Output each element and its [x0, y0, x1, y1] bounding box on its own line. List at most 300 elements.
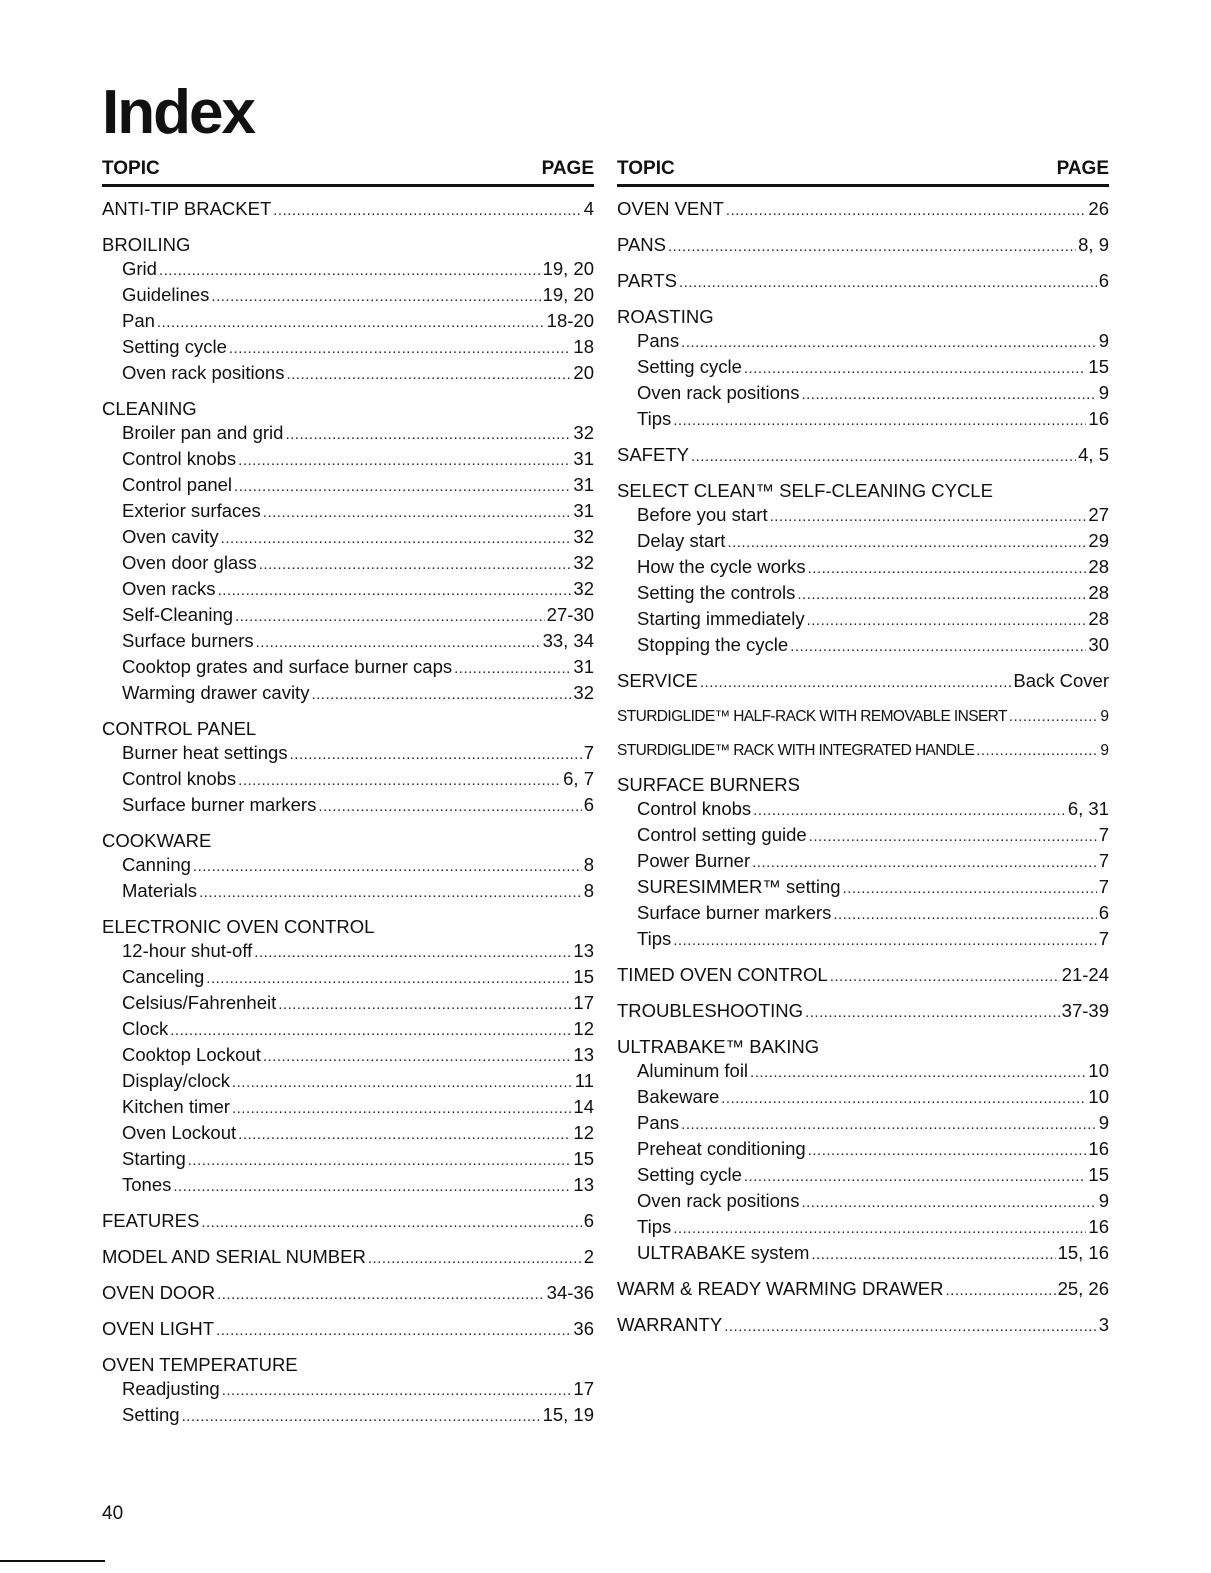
dot-leader [673, 409, 1086, 433]
topic-label: OVEN LIGHT [102, 1318, 215, 1339]
index-subentry [102, 879, 594, 905]
dot-leader [238, 1123, 571, 1147]
dot-leader [753, 799, 1066, 823]
dot-leader [700, 671, 1011, 695]
index-subentry [102, 1095, 594, 1121]
page-ref: 11 [574, 1070, 594, 1091]
index-subentry [102, 767, 594, 793]
page-ref: 28 [1088, 582, 1109, 603]
dot-leader [193, 855, 582, 879]
index-subentry [102, 793, 594, 819]
index-entry-heading [102, 717, 594, 741]
page-ref: 15 [1088, 356, 1109, 377]
topic-label: 12-hour shut-off [122, 940, 253, 961]
page-ref: 10 [1088, 1086, 1109, 1107]
topic-label: Setting cycle [122, 336, 227, 357]
dot-leader [668, 235, 1076, 259]
topic-header: TOPIC [617, 158, 675, 179]
dot-leader [318, 795, 581, 819]
index-subentry [102, 681, 594, 707]
topic-label: Canning [122, 854, 191, 875]
dot-leader [1009, 705, 1099, 729]
index-entry-heading [617, 1035, 1109, 1059]
dot-leader [263, 1045, 572, 1069]
dot-leader [727, 531, 1086, 555]
index-entry-heading [102, 1353, 594, 1377]
index-entry [617, 1035, 1109, 1267]
page-ref: 17 [573, 992, 594, 1013]
index-subentry [617, 1059, 1109, 1085]
dot-leader [254, 941, 571, 965]
index-subentry [102, 1017, 594, 1043]
page-ref: 34-36 [546, 1282, 594, 1303]
topic-label: WARRANTY [617, 1314, 723, 1335]
index-subentry [102, 1403, 594, 1429]
index-entry [102, 1353, 594, 1429]
topic-label: ULTRABAKE™ BAKING [617, 1036, 820, 1057]
index-entry [617, 739, 1109, 763]
dot-leader [238, 449, 571, 473]
index-subentry [102, 1043, 594, 1069]
dot-leader [801, 1191, 1096, 1215]
index-subentry [102, 1121, 594, 1147]
page-ref: Back Cover [1013, 670, 1109, 691]
topic-label: Oven cavity [122, 526, 219, 547]
page-ref: 13 [573, 1174, 594, 1195]
dot-leader [830, 965, 1060, 989]
index-entry [617, 773, 1109, 953]
dot-leader [726, 199, 1087, 223]
index-entry-heading [617, 443, 1109, 469]
index-entry [102, 1281, 594, 1307]
page-header: PAGE [541, 158, 594, 179]
index-entry-heading [102, 1281, 594, 1307]
topic-label: SERVICE [617, 670, 698, 691]
topic-label: Control knobs [637, 798, 752, 819]
page-ref: 4 [583, 198, 594, 219]
page-ref: 17 [573, 1378, 594, 1399]
index-subentry [617, 555, 1109, 581]
index-entry-heading [617, 739, 1109, 763]
topic-label: Pan [122, 310, 155, 331]
dot-leader [801, 383, 1096, 407]
page-ref: 21-24 [1061, 964, 1109, 985]
page-ref: 7 [1098, 850, 1109, 871]
topic-label: Oven rack positions [637, 382, 800, 403]
topic-label: Bakeware [637, 1086, 720, 1107]
index-subentry [102, 257, 594, 283]
dot-leader [206, 967, 571, 991]
topic-label: OVEN TEMPERATURE [102, 1354, 298, 1375]
dot-leader [159, 259, 541, 283]
index-column-left [102, 152, 594, 1439]
page-ref: 37-39 [1061, 1000, 1109, 1021]
index-subentry [617, 875, 1109, 901]
page-ref: 12 [573, 1122, 594, 1143]
page-ref: 4, 5 [1078, 444, 1109, 465]
index-subentry [102, 473, 594, 499]
topic-label: TIMED OVEN CONTROL [617, 964, 828, 985]
index-entry [102, 1209, 594, 1235]
index-subentry [617, 1085, 1109, 1111]
index-entry [617, 669, 1109, 695]
page-ref: 31 [573, 448, 594, 469]
topic-label: Control panel [122, 474, 233, 495]
dot-leader [285, 423, 571, 447]
index-subentry [102, 965, 594, 991]
page-ref: 6 [583, 794, 594, 815]
index-subentry [617, 1111, 1109, 1137]
topic-label: STURDIGLIDE™ RACK WITH INTEGRATED HANDLE [617, 742, 975, 759]
topic-label: Burner heat settings [122, 742, 288, 763]
dot-leader [673, 1217, 1086, 1241]
index-entry-heading [617, 479, 1109, 503]
topic-label: Canceling [122, 966, 205, 987]
topic-label: Tips [637, 928, 672, 949]
page-ref: 19, 20 [542, 258, 594, 279]
topic-label: CONTROL PANEL [102, 718, 257, 739]
index-subentry [102, 629, 594, 655]
page-ref: 15, 16 [1057, 1242, 1109, 1263]
index-subentry [102, 447, 594, 473]
page-ref: 18 [573, 336, 594, 357]
page-ref: 9 [1098, 382, 1109, 403]
column-header [617, 152, 1109, 187]
topic-label: Before you start [637, 504, 768, 525]
index-subentry [617, 581, 1109, 607]
index-subentry [617, 849, 1109, 875]
page-ref: 7 [583, 742, 594, 763]
dot-leader [157, 311, 545, 335]
dot-leader [809, 825, 1097, 849]
dot-leader [679, 271, 1097, 295]
index-entry [617, 999, 1109, 1025]
page-ref: 7 [1098, 876, 1109, 897]
topic-label: Celsius/Fahrenheit [122, 992, 277, 1013]
index-subentry [617, 797, 1109, 823]
dot-leader [201, 1211, 581, 1235]
topic-label: Tips [637, 1216, 672, 1237]
topic-label: MODEL AND SERIAL NUMBER [102, 1246, 366, 1267]
topic-label: FEATURES [102, 1210, 200, 1231]
dot-leader [454, 657, 571, 681]
topic-label: CLEANING [102, 398, 197, 419]
page-ref: 36 [573, 1318, 594, 1339]
index-entry [617, 197, 1109, 223]
topic-label: Control setting guide [637, 824, 807, 845]
page-ref: 7 [1098, 928, 1109, 949]
index-entry-heading [102, 1245, 594, 1271]
index-subentry [102, 741, 594, 767]
index-entry [617, 705, 1109, 729]
index-subentry [102, 309, 594, 335]
index-entry [617, 479, 1109, 659]
index-entry-heading [617, 233, 1109, 259]
index-subentry [617, 1215, 1109, 1241]
page-ref: 16 [1088, 1138, 1109, 1159]
topic-label: Setting the controls [637, 582, 796, 603]
dot-leader [199, 881, 582, 905]
dot-leader [235, 605, 545, 629]
index-subentry [102, 361, 594, 387]
index-entry [617, 963, 1109, 989]
topic-label: Pans [637, 1112, 680, 1133]
index-entry [102, 233, 594, 387]
page-ref: 6 [1098, 902, 1109, 923]
dot-leader [752, 851, 1097, 875]
index-entry-heading [617, 305, 1109, 329]
index-entry [617, 1313, 1109, 1339]
dot-leader [691, 445, 1076, 469]
topic-label: BROILING [102, 234, 191, 255]
dot-leader [232, 1071, 573, 1095]
dot-leader [976, 739, 1098, 763]
page-ref: 6 [1098, 270, 1109, 291]
index-subentry [102, 499, 594, 525]
topic-label: PARTS [617, 270, 677, 291]
index-entry [102, 829, 594, 905]
dot-leader [216, 1319, 571, 1343]
page-ref: 14 [573, 1096, 594, 1117]
topic-label: Oven Lockout [122, 1122, 237, 1143]
page-ref: 8, 9 [1078, 234, 1109, 255]
dot-leader [750, 1061, 1086, 1085]
index-entry-heading [617, 197, 1109, 223]
index-subentry [617, 355, 1109, 381]
index-subentry [617, 927, 1109, 953]
page-ref: 9 [1098, 1112, 1109, 1133]
page-ref: 15 [1088, 1164, 1109, 1185]
topic-label: Surface burner markers [122, 794, 317, 815]
page-ref: 28 [1088, 608, 1109, 629]
index-entry-heading [102, 397, 594, 421]
topic-label: Control knobs [122, 768, 237, 789]
dot-leader [278, 993, 571, 1017]
index-subentry [102, 655, 594, 681]
index-subentry [617, 529, 1109, 555]
topic-label: Preheat conditioning [637, 1138, 806, 1159]
page-ref: 9 [1098, 1190, 1109, 1211]
page-ref: 31 [573, 474, 594, 495]
topic-label: SURFACE BURNERS [617, 774, 800, 795]
dot-leader [229, 337, 572, 361]
dot-leader [681, 1113, 1097, 1137]
index-entry [617, 1277, 1109, 1303]
column-header [102, 152, 594, 187]
topic-label: Oven rack positions [637, 1190, 800, 1211]
dot-leader [290, 743, 582, 767]
index-subentry [617, 1137, 1109, 1163]
page-header: PAGE [1056, 158, 1109, 179]
page-ref: 16 [1088, 1216, 1109, 1237]
dot-leader [182, 1405, 541, 1429]
page-ref: 25, 26 [1057, 1278, 1109, 1299]
page-ref: 20 [573, 362, 594, 383]
index-entry [617, 233, 1109, 259]
topic-label: Control knobs [122, 448, 237, 469]
topic-label: Exterior surfaces [122, 500, 261, 521]
index-subentry [102, 421, 594, 447]
index-subentry [617, 823, 1109, 849]
topic-label: ELECTRONIC OVEN CONTROL [102, 916, 375, 937]
index-subentry [617, 329, 1109, 355]
topic-label: Display/clock [122, 1070, 230, 1091]
index-subentry [102, 335, 594, 361]
topic-label: COOKWARE [102, 830, 212, 851]
index-entry [102, 717, 594, 819]
dot-leader [946, 1279, 1056, 1303]
page-ref: 9 [1100, 708, 1109, 725]
index-subentry [617, 633, 1109, 659]
topic-label: Oven door glass [122, 552, 257, 573]
index-subentry [617, 1241, 1109, 1267]
dot-leader [311, 683, 571, 707]
index-entry-heading [617, 269, 1109, 295]
topic-label: Oven racks [122, 578, 216, 599]
topic-label: ANTI-TIP BRACKET [102, 198, 272, 219]
topic-label: Self-Cleaning [122, 604, 234, 625]
page-ref: 33, 34 [542, 630, 594, 651]
dot-leader [807, 609, 1087, 633]
dot-leader [273, 199, 581, 223]
page-ref: 31 [573, 656, 594, 677]
index-subentry [102, 1069, 594, 1095]
index-subentry [102, 1173, 594, 1199]
topic-label: WARM & READY WARMING DRAWER [617, 1278, 944, 1299]
topic-label: Tips [637, 408, 672, 429]
dot-leader [744, 357, 1087, 381]
index-entry [102, 197, 594, 223]
index-subentry [617, 1189, 1109, 1215]
dot-leader [833, 903, 1096, 927]
topic-label: Setting cycle [637, 1164, 742, 1185]
page-number: 40 [102, 1503, 124, 1524]
page-ref: 12 [573, 1018, 594, 1039]
dot-leader [808, 1139, 1087, 1163]
topic-label: Power Burner [637, 850, 751, 871]
topic-label: Surface burner markers [637, 902, 832, 923]
dot-leader [368, 1247, 582, 1271]
index-subentry [102, 991, 594, 1017]
page-ref: 6, 31 [1067, 798, 1109, 819]
index-subentry [617, 381, 1109, 407]
dot-leader [724, 1315, 1097, 1339]
index-subentry [102, 939, 594, 965]
dot-leader [744, 1165, 1087, 1189]
index-column-right [617, 152, 1109, 1349]
topic-label: Setting [122, 1404, 180, 1425]
dot-leader [259, 553, 572, 577]
dot-leader [222, 1379, 572, 1403]
index-subentry [102, 283, 594, 309]
index-entry [102, 915, 594, 1199]
index-subentry [617, 607, 1109, 633]
dot-leader [217, 1283, 545, 1307]
page-ref: 13 [573, 940, 594, 961]
index-subentry [102, 577, 594, 603]
index-subentry [617, 901, 1109, 927]
page-ref: 6, 7 [563, 768, 594, 789]
index-subentry [102, 603, 594, 629]
topic-label: TROUBLESHOOTING [617, 1000, 804, 1021]
page-ref: 26 [1088, 198, 1109, 219]
topic-label: Starting [122, 1148, 186, 1169]
page-ref: 19, 20 [542, 284, 594, 305]
topic-label: SAFETY [617, 444, 689, 465]
dot-leader [256, 631, 541, 655]
index-entry-heading [102, 915, 594, 939]
dot-leader [218, 579, 572, 603]
topic-label: Delay start [637, 530, 726, 551]
page-ref: 6 [583, 1210, 594, 1231]
topic-label: SURESIMMER™ setting [637, 876, 841, 897]
index-entries-left [102, 187, 594, 1429]
page-ref: 10 [1088, 1060, 1109, 1081]
dot-leader [170, 1019, 571, 1043]
page-ref: 28 [1088, 556, 1109, 577]
page-ref: 15 [573, 1148, 594, 1169]
page-ref: 27 [1088, 504, 1109, 525]
dot-leader [673, 929, 1096, 953]
page-ref: 32 [573, 682, 594, 703]
page-ref: 32 [573, 552, 594, 573]
dot-leader [188, 1149, 572, 1173]
page-ref: 18-20 [546, 310, 594, 331]
page-ref: 27-30 [546, 604, 594, 625]
dot-leader [808, 557, 1087, 581]
dot-leader [790, 635, 1086, 659]
topic-label: Broiler pan and grid [122, 422, 284, 443]
index-entry-heading [617, 1313, 1109, 1339]
page-ref: 8 [583, 880, 594, 901]
page-ref: 29 [1088, 530, 1109, 551]
topic-label: Starting immediately [637, 608, 805, 629]
bottom-rule [0, 1560, 105, 1562]
index-entry-heading [102, 197, 594, 223]
index-entry-heading [102, 829, 594, 853]
topic-label: Oven rack positions [122, 362, 285, 383]
page-title: Index [102, 78, 254, 147]
page-ref: 9 [1098, 330, 1109, 351]
index-subentry [102, 1377, 594, 1403]
topic-label: Surface burners [122, 630, 254, 651]
dot-leader [770, 505, 1087, 529]
index-entry-heading [617, 1277, 1109, 1303]
index-entry [102, 397, 594, 707]
index-entry [102, 1245, 594, 1271]
topic-label: Materials [122, 880, 198, 901]
page-ref: 2 [583, 1246, 594, 1267]
topic-label: Setting cycle [637, 356, 742, 377]
topic-label: How the cycle works [637, 556, 806, 577]
topic-label: Readjusting [122, 1378, 220, 1399]
index-subentry [102, 525, 594, 551]
topic-label: Cooktop Lockout [122, 1044, 261, 1065]
topic-label: ROASTING [617, 306, 714, 327]
index-subentry [102, 1147, 594, 1173]
dot-leader [811, 1243, 1055, 1267]
topic-label: SELECT CLEAN™ SELF-CLEANING CYCLE [617, 480, 993, 501]
topic-label: Grid [122, 258, 157, 279]
index-entry [617, 443, 1109, 469]
topic-label: OVEN VENT [617, 198, 724, 219]
index-entry-heading [617, 963, 1109, 989]
topic-label: Kitchen timer [122, 1096, 230, 1117]
topic-label: STURDIGLIDE™ HALF-RACK WITH REMOVABLE INSERT [617, 708, 1007, 725]
dot-leader [263, 501, 572, 525]
dot-leader [211, 285, 540, 309]
dot-leader [238, 769, 561, 793]
